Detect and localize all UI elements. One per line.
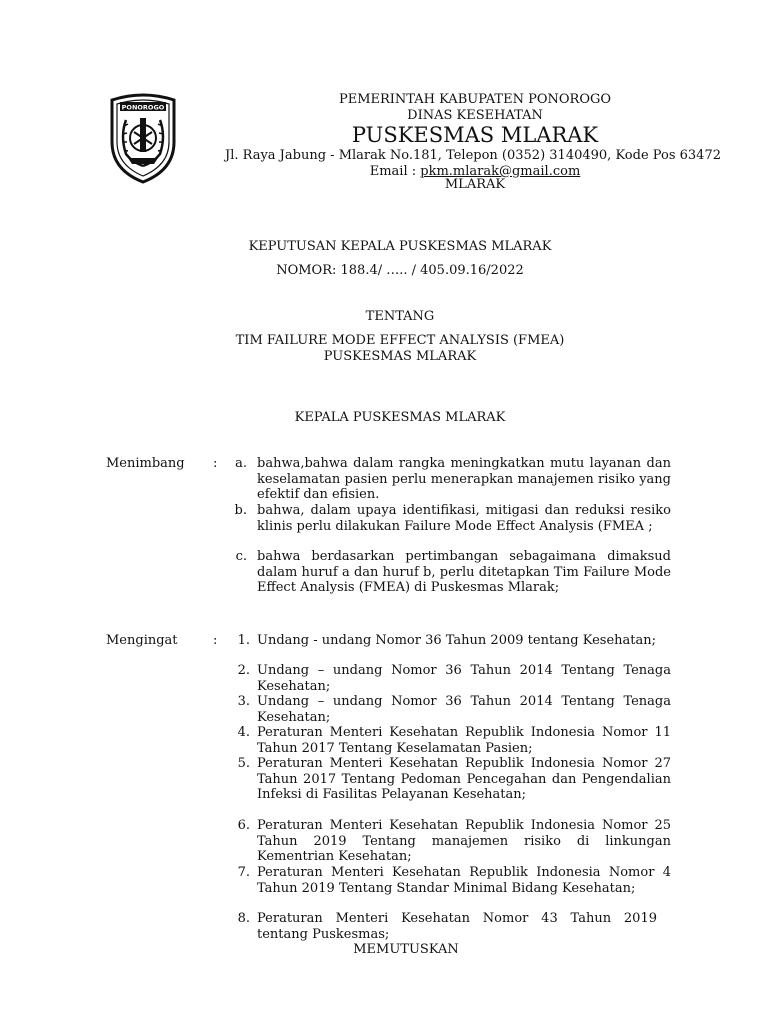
mengingat-item: Peraturan Menteri Kesehatan Nomor 43 Tahun 2019 tentang Puskesmas; bbox=[257, 911, 657, 942]
mengingat-item: Undang – undang Nomor 36 Tahun 2014 Tentang Tenaga Kesehatan; bbox=[257, 663, 671, 694]
mengingat-item: Undang – undang Nomor 36 Tahun 2014 Tentang Tenaga Kesehatan; bbox=[257, 694, 671, 725]
decree-number: NOMOR: 188.4/ ….. / 405.09.16/2022 bbox=[276, 263, 524, 278]
mengingat-item: Peraturan Menteri Kesehatan Republik Indonesia Nomor 27 Tahun 2017 Tentang Pedoman Pencegahan dan Pengendalian Infeksi di Fasilitas Pelayanan Kesehatan; bbox=[257, 756, 671, 802]
mengingat-marker: 7. bbox=[237, 865, 250, 880]
memutuskan-heading: MEMUTUSKAN bbox=[353, 942, 459, 957]
decree-subject-line2: PUSKESMAS MLARAK bbox=[323, 349, 477, 364]
emblem-lettering: PONOROGO bbox=[121, 103, 165, 112]
mengingat-marker: 2. bbox=[237, 663, 250, 678]
mengingat-label: Mengingat bbox=[106, 633, 178, 648]
mengingat-marker: 8. bbox=[237, 911, 250, 926]
menimbang-item: bahwa,bahwa dalam rangka meningkatkan mutu layanan dan keselamatan pasien perlu menerapkan manajemen risiko yang efektif dan efisien. bbox=[257, 456, 671, 502]
decree-title: KEPUTUSAN KEPALA PUSKESMAS MLARAK bbox=[248, 239, 552, 254]
mengingat-marker: 1. bbox=[237, 633, 250, 648]
mengingat-marker: 6. bbox=[237, 818, 250, 833]
menimbang-marker: a. bbox=[235, 456, 247, 471]
letterhead-government: PEMERINTAH KABUPATEN PONOROGO bbox=[338, 92, 612, 107]
menimbang-marker: b. bbox=[234, 503, 247, 518]
letterhead-org-name: PUSKESMAS MLARAK bbox=[351, 123, 599, 147]
menimbang-label: Menimbang bbox=[106, 456, 185, 471]
letterhead-department: DINAS KESEHATAN bbox=[407, 108, 543, 123]
mengingat-item: Peraturan Menteri Kesehatan Republik Indonesia Nomor 4 Tahun 2019 Tentang Standar Minimal Bidang Kesehatan; bbox=[257, 865, 671, 896]
mengingat-marker: 5. bbox=[237, 756, 250, 771]
mengingat-marker: 4. bbox=[237, 725, 250, 740]
mengingat-colon: : bbox=[213, 633, 218, 648]
menimbang-colon: : bbox=[213, 456, 218, 471]
letterhead-city: MLARAK bbox=[444, 177, 506, 192]
menimbang-marker: c. bbox=[235, 549, 247, 564]
mengingat-marker: 3. bbox=[237, 694, 250, 709]
decree-authority: KEPALA PUSKESMAS MLARAK bbox=[294, 410, 506, 425]
mengingat-item: Undang - undang Nomor 36 Tahun 2009 tentang Kesehatan; bbox=[257, 633, 657, 648]
email-label: Email : bbox=[369, 164, 421, 179]
ponorogo-emblem-logo bbox=[106, 92, 180, 184]
email-link[interactable]: pkm.mlarak@gmail.com bbox=[420, 164, 581, 179]
menimbang-item: bahwa berdasarkan pertimbangan sebagaimana dimaksud dalam huruf a dan huruf b, perlu ditetapkan Tim Failure Mode Effect Analysis (FMEA) di Puskesmas Mlarak; bbox=[257, 549, 671, 595]
menimbang-item: bahwa, dalam upaya identifikasi, mitigasi dan reduksi resiko klinis perlu dilakukan Failure Mode Effect Analysis (FMEA ; bbox=[257, 503, 671, 534]
mengingat-item: Peraturan Menteri Kesehatan Republik Indonesia Nomor 25 Tahun 2019 Tentang manajemen risiko di linkungan Kementrian Kesehatan; bbox=[257, 818, 671, 864]
mengingat-item: Peraturan Menteri Kesehatan Republik Indonesia Nomor 11 Tahun 2017 Tentang Keselamatan Pasien; bbox=[257, 725, 671, 756]
letterhead-address: Jl. Raya Jabung - Mlarak No.181, Telepon (0352) 3140490, Kode Pos 63472 bbox=[224, 148, 721, 163]
decree-about: TENTANG bbox=[365, 309, 435, 324]
decree-subject-line1: TIM FAILURE MODE EFFECT ANALYSIS (FMEA) bbox=[235, 333, 565, 348]
